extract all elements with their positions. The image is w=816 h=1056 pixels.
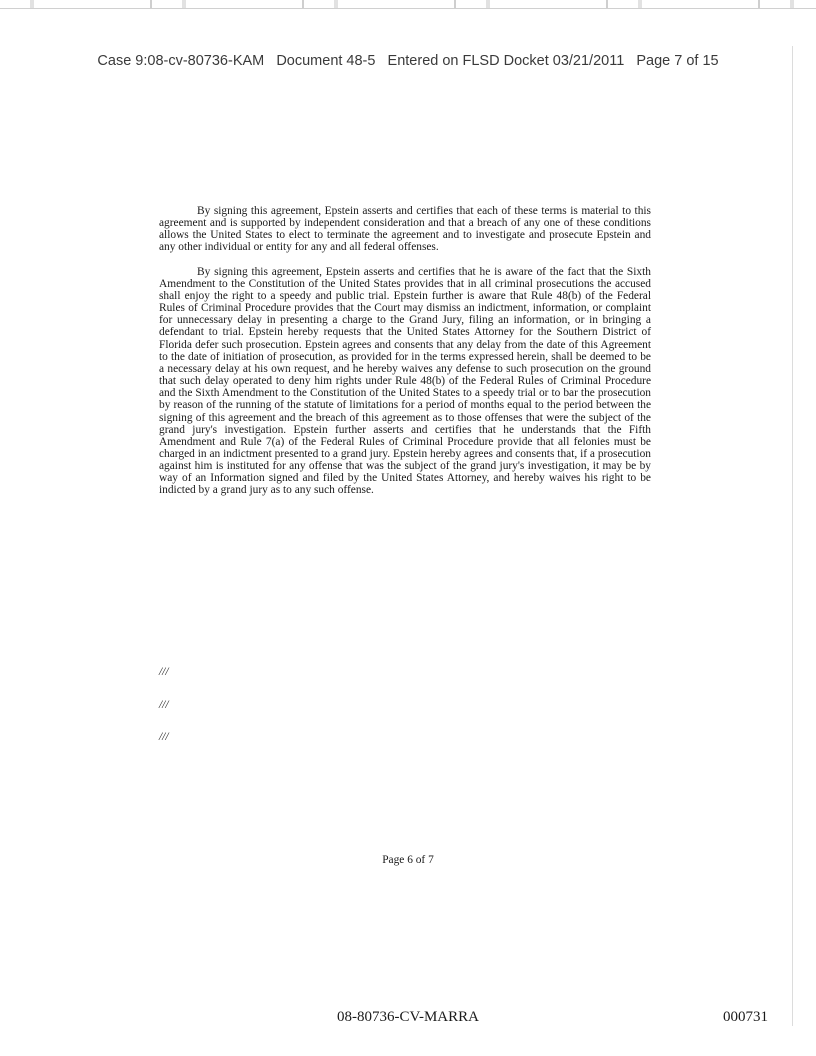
scan-margin-line bbox=[792, 46, 793, 1026]
page-number: Page 6 of 7 bbox=[382, 854, 434, 866]
section-separator: /// bbox=[159, 699, 169, 711]
footer-bates-number: 000731 bbox=[723, 1009, 768, 1025]
section-separator: /// bbox=[159, 731, 169, 743]
court-filing-header: Case 9:08-cv-80736-KAM Document 48-5 Entered on FLSD Docket 03/21/2011 Page 7 of 15 bbox=[97, 53, 719, 69]
footer-case-number: 08-80736-CV-MARRA bbox=[337, 1009, 479, 1025]
paragraph-material-terms: By signing this agreement, Epstein asserts and certifies that each of these terms is material to this agreement and is supported by independent consideration and that a breach of any one of these conditions allows the United States to elect to terminate the agreement and to investigate and prosecute Epstein and any other individual or entity for any and all federal offenses. bbox=[159, 205, 651, 254]
agreement-body bbox=[159, 205, 651, 509]
paragraph-speedy-trial-waiver: By signing this agreement, Epstein asserts and certifies that he is aware of the fact that the Sixth Amendment to the Constitution of the United States provides that in all criminal prosecutions the accused shall enjoy the right to a speedy and public trial. Epstein further is aware that Rule 48(b) of the Federal Rules of Criminal Procedure provides that the Court may dismiss an indictment, information, or complaint for unnecessary delay in presenting a charge to the Grand Jury, filing an information, or in bringing a defendant to trial. Epstein hereby requests that the United States Attorney for the Southern District of Florida defer such prosecution. Epstein agrees and consents that any delay from the date of this Agreement to the date of initiation of prosecution, as provided for in the terms expressed herein, shall be deemed to be a necessary delay at his own request, and he hereby waives any defense to such prosecution on the ground that such delay operated to deny him rights under Rule 48(b) of the Federal Rules of Criminal Procedure and the Sixth Amendment to the Constitution of the United States to a speedy trial or to bar the prosecution by reason of the running of the statute of limitations for a period of months equal to the period between the signing of this agreement and the breach of this agreement as to those offenses that were the subject of the grand jury's investigation. Epstein further asserts and certifies that he understands that the Fifth Amendment and Rule 7(a) of the Federal Rules of Criminal Procedure provide that all felonies must be charged in an indictment presented to a grand jury. Epstein hereby agrees and consents that, if a prosecution against him is instituted for any offense that was the subject of the grand jury's investigation, it may be by way of an Information signed and filed by the United States Attorney, and hereby waives his right to be indicted by a grand jury as to any such offense. bbox=[159, 265, 651, 497]
scan-edge-artifact bbox=[0, 0, 816, 9]
section-separator: /// bbox=[159, 666, 169, 678]
